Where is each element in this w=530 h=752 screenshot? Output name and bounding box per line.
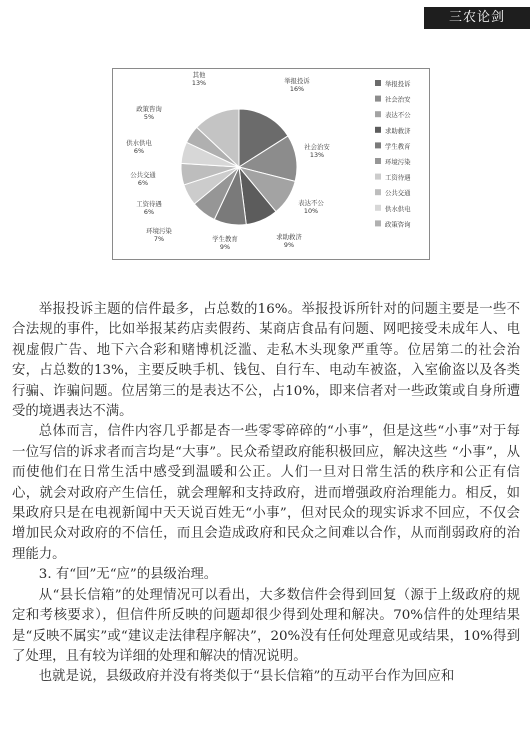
slice-category-label: 举报投诉	[284, 77, 310, 85]
legend-label: 工资待遇	[385, 173, 411, 182]
legend-swatch	[375, 142, 381, 148]
legend-swatch	[375, 127, 381, 133]
legend-swatch	[375, 205, 381, 211]
slice-value-label: 6%	[137, 179, 149, 187]
legend-swatch	[375, 96, 381, 102]
legend-swatch	[375, 174, 381, 180]
slice-value-label: 5%	[143, 113, 155, 121]
legend-swatch	[375, 189, 381, 195]
slice-category-label: 公共交通	[130, 171, 156, 179]
slice-category-label: 供水供电	[126, 139, 152, 147]
slice-value-label: 6%	[133, 147, 145, 155]
legend-label: 社会治安	[385, 95, 411, 104]
slice-value-label: 9%	[219, 243, 231, 251]
slice-category-label: 其他	[192, 71, 206, 79]
legend-label: 环境污染	[385, 158, 411, 166]
legend-label: 供水供电	[385, 204, 411, 213]
slice-category-label: 社会治安	[304, 143, 330, 151]
pie-chart	[113, 69, 431, 261]
slice-category-label: 学生教育	[212, 235, 238, 243]
paragraph-complaints: 举报投诉主题的信件最多，占总数的16%。举报投诉所针对的问题主要是一些不合法规的事件，比如举报某药店卖假药、某商店食品有问题、网吧接受未成年人、电视虚假广告、地下六合彩和赌博机泛滥、走私木头现象严重等。位居第二的社会治安，占总数的13%，主要反映手机、钱包、自行车、电动车被盗，入室偷盗以及各类行骗、诈骗问题。位居第三的是表达不公，占10%，即来信者对一些政策或自身所遭受的境遇表达不满。	[12, 302, 520, 420]
slice-category-label: 环境污染	[146, 227, 172, 235]
legend-label: 求助救济	[385, 126, 411, 135]
slice-value-label: 7%	[153, 235, 165, 243]
article-body	[12, 300, 520, 688]
slice-category-label: 求助救济	[276, 233, 302, 241]
legend-label: 学生教育	[385, 142, 411, 151]
slice-value-label: 16%	[289, 85, 305, 93]
slice-category-label: 工资待遇	[136, 200, 162, 208]
paragraph-conclusion: 也就是说，县级政府并没有将类似于“县长信箱”的互动平台作为回应和	[38, 669, 455, 685]
section-heading: 3. 有“回”无“应”的县级治理。	[38, 567, 218, 583]
slice-value-label: 6%	[143, 208, 155, 216]
paragraph-mailbox-handling: 从“县长信箱”的处理情况可以看出，大多数信件会得到回复（源于上级政府的规定和考核要求），但信件所反映的问题却很少得到处理和解决。70%信件的处理结果是“反映不属实”或“建议走法律程序解决”，20%没有任何处理意见或结果，10%得到了处理，且有较为详细的处理和解决的情况说明。	[12, 587, 520, 664]
legend-label: 举报投诉	[385, 80, 411, 88]
legend-swatch	[375, 111, 381, 117]
section-badge: 三农论剑	[424, 7, 530, 29]
pie-chart-figure	[112, 68, 430, 260]
slice-value-label: 9%	[283, 241, 295, 249]
slice-value-label: 10%	[303, 207, 319, 215]
slice-category-label: 政策咨询	[136, 105, 162, 113]
legend-swatch	[375, 80, 381, 86]
slice-value-label: 13%	[309, 151, 325, 159]
legend-swatch	[375, 158, 381, 164]
legend-label: 表达不公	[385, 111, 411, 120]
slice-value-label: 13%	[191, 79, 207, 87]
paragraph-small-matters: 总体而言，信件内容几乎都是杏一些零零碎碎的“小事”，但是这些“小事”对于每一位写信的诉求者而言均是“大事”。民众希望政府能积极回应，解决这些 “小事”，从而使他们在日常生活中感受到温暖和公正。人们一旦对日常生活的秩序和公正有信心，就会对政府产生信任，就会理解和支持政府，进而增强政府治理能力。相反，如果政府只是在电视新闻中天天说百姓无“小事”，但对民众的现实诉求不回应，不仅会增加民众对政府的不信任，而且会造成政府和民众之间难以合作，从而削弱政府的治理能力。	[12, 424, 520, 562]
legend-label: 公共交通	[385, 189, 411, 198]
slice-category-label: 表达不公	[298, 199, 324, 207]
legend-label: 政策咨询	[385, 220, 411, 229]
legend-swatch	[375, 220, 381, 226]
